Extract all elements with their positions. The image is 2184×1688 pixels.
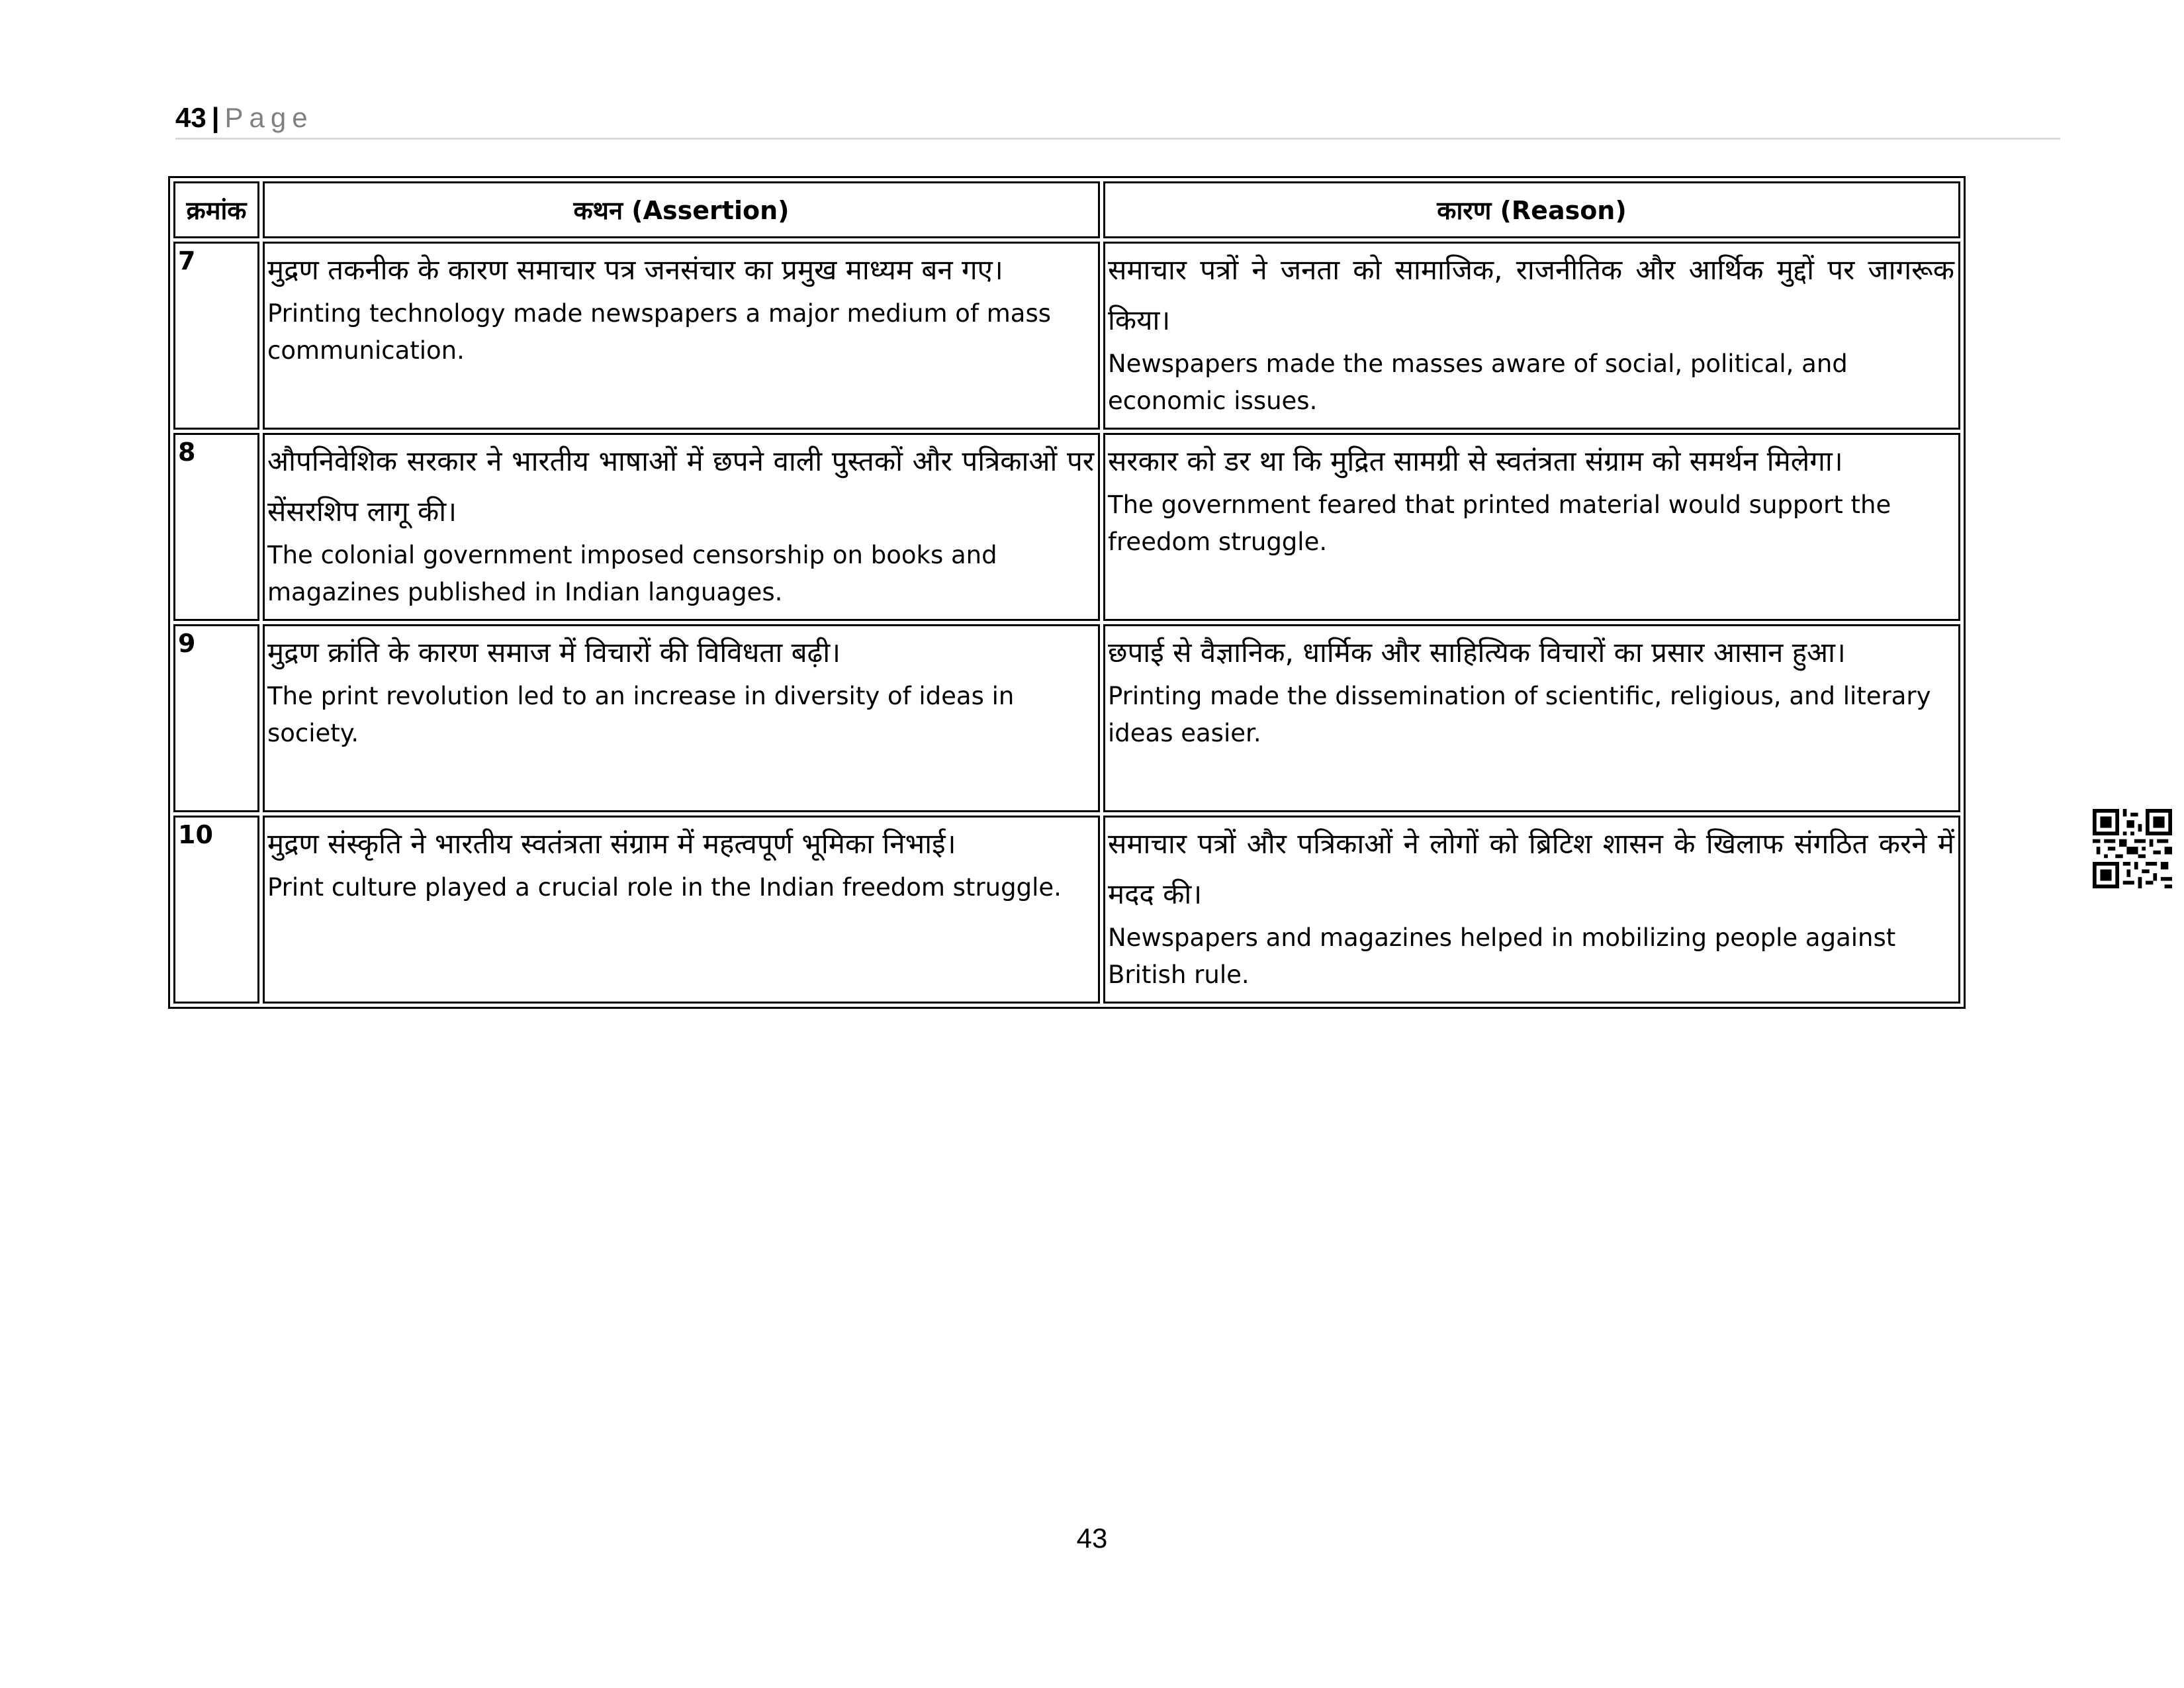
header-separator: | bbox=[211, 102, 220, 133]
assertion-cell bbox=[263, 242, 1100, 430]
reason-hindi: समाचार पत्रों और पत्रिकाओं ने लोगों को ब्रिटिश शासन के खिलाफ संगठित करने में मदद की। bbox=[1108, 827, 1954, 910]
assertion-hindi: मुद्रण संस्कृति ने भारतीय स्वतंत्रता संग्राम में महत्वपूर्ण भूमिका निभाई। bbox=[267, 827, 956, 860]
assertion-english: Printing technology made newspapers a major medium of mass communication. bbox=[267, 299, 1051, 365]
assertion-hindi: मुद्रण क्रांति के कारण समाज में विचारों की विविधता बढ़ी। bbox=[267, 636, 841, 669]
reason-english: Newspapers made the masses aware of social, political, and economic issues. bbox=[1108, 350, 1848, 415]
table-row bbox=[173, 816, 1960, 1004]
assertion-cell bbox=[263, 433, 1100, 621]
header-page-word: Page bbox=[224, 102, 314, 133]
reason-cell bbox=[1103, 433, 1960, 621]
page-header bbox=[175, 98, 314, 138]
reason-cell bbox=[1103, 242, 1960, 430]
table-row bbox=[173, 433, 1960, 621]
column-header-reason: कारण (Reason) bbox=[1103, 181, 1960, 238]
assertion-reason-table bbox=[168, 176, 1966, 1009]
reason-hindi: समाचार पत्रों ने जनता को सामाजिक, राजनीतिक और आर्थिक मुद्दों पर जागरूक किया। bbox=[1108, 254, 1954, 336]
row-serial-number: 9 bbox=[173, 624, 259, 812]
assertion-english: The print revolution led to an increase in diversity of ideas in society. bbox=[267, 682, 1015, 747]
assertion-hindi: मुद्रण तकनीक के कारण समाचार पत्र जनसंचार का प्रमुख माध्यम बन गए। bbox=[267, 254, 1003, 286]
table-row bbox=[173, 624, 1960, 812]
reason-hindi: सरकार को डर था कि मुद्रित सामग्री से स्वतंत्रता संग्राम को समर्थन मिलेगा। bbox=[1108, 445, 1843, 477]
reason-cell bbox=[1103, 624, 1960, 812]
assertion-english: The colonial government imposed censorship on books and magazines published in Indian languages. bbox=[267, 541, 997, 606]
assertion-cell bbox=[263, 624, 1100, 812]
column-header-sn: क्रमांक bbox=[173, 181, 259, 238]
row-serial-number: 7 bbox=[173, 242, 259, 430]
qr-code-icon bbox=[2093, 809, 2172, 888]
header-rule bbox=[175, 138, 2060, 140]
reason-english: Printing made the dissemination of scientific, religious, and literary ideas easier. bbox=[1108, 682, 1931, 747]
table-row bbox=[173, 242, 1960, 430]
assertion-english: Print culture played a crucial role in the Indian freedom struggle. bbox=[267, 873, 1062, 902]
assertion-hindi: औपनिवेशिक सरकार ने भारतीय भाषाओं में छपने वाली पुस्तकों और पत्रिकाओं पर सेंसरशिप लागू की। bbox=[267, 445, 1094, 528]
column-header-assertion: कथन (Assertion) bbox=[263, 181, 1100, 238]
assertion-cell bbox=[263, 816, 1100, 1004]
reason-hindi: छपाई से वैज्ञानिक, धार्मिक और साहित्यिक विचारों का प्रसार आसान हुआ। bbox=[1108, 636, 1846, 669]
header-page-number: 43 bbox=[175, 102, 206, 133]
row-serial-number: 10 bbox=[173, 816, 259, 1004]
table-header-row bbox=[173, 181, 1960, 238]
row-serial-number: 8 bbox=[173, 433, 259, 621]
reason-english: Newspapers and magazines helped in mobilizing people against British rule. bbox=[1108, 923, 1896, 989]
footer-page-number: 43 bbox=[1076, 1523, 1108, 1554]
reason-english: The government feared that printed material would support the freedom struggle. bbox=[1108, 491, 1891, 556]
reason-cell bbox=[1103, 816, 1960, 1004]
